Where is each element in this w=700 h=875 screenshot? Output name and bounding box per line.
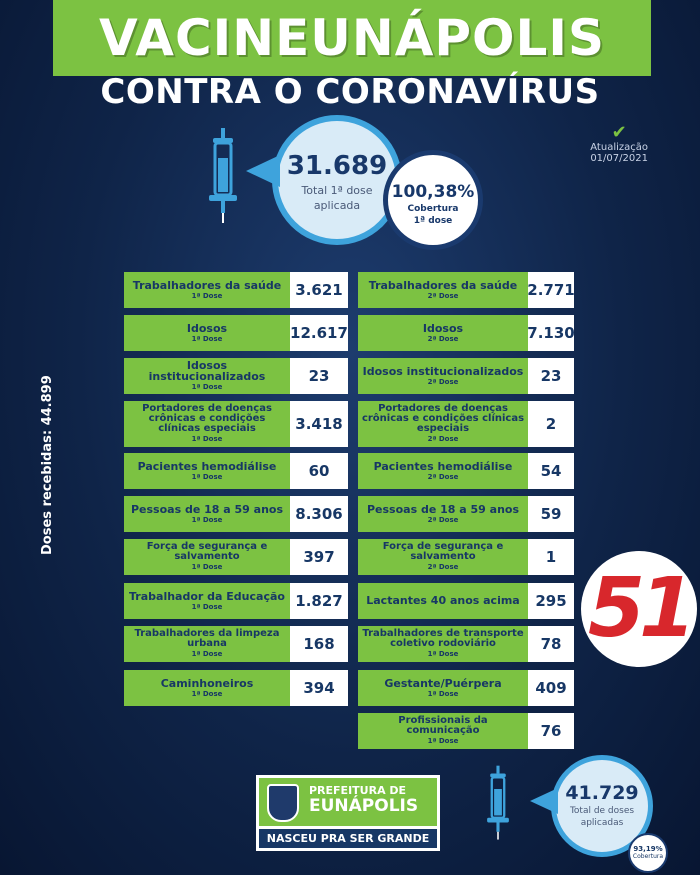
row-value: 295 [528,583,574,619]
first-dose-coverage-value: 100,38% [391,182,475,202]
row-label: Idosos institucionalizados [362,364,524,378]
city-crest-icon [267,784,299,822]
table-row [124,453,348,489]
channel-51-text: 51 [587,561,691,656]
city-logo-line2: EUNÁPOLIS [309,796,419,816]
row-dose: 1ª Dose [191,334,223,343]
row-value: 1 [528,539,574,575]
row-value: 2.771 [528,272,574,308]
table-row [358,496,574,532]
row-dose: 2ª Dose [427,435,459,443]
row-value: 76 [528,713,574,749]
row-label: Caminhoneiros [160,676,254,690]
table-row [358,401,574,447]
first-dose-total-label: Total 1ª dose [301,184,373,197]
check-icon: ✔ [611,122,627,143]
table-row [358,453,574,489]
row-label: Pacientes hemodiálise [373,459,513,473]
row-dose: 1ª Dose [427,689,459,698]
row-dose: 2ª Dose [427,334,459,343]
row-value: 7.130 [528,315,574,351]
total-doses-value: 41.729 [565,782,639,804]
row-value: 397 [290,539,348,575]
update-label: Atualização [590,142,648,153]
row-value: 394 [290,670,348,706]
table-row [124,401,348,447]
row-label: Profissionais da comunicação [398,715,488,736]
row-label: Trabalhadores da limpeza urbana [134,628,280,649]
table-row [124,496,348,532]
row-dose: 1ª Dose [191,689,223,698]
title-banner [53,0,651,76]
syringe-icon [205,128,241,224]
table-row [358,713,574,749]
table-row [124,358,348,394]
table-row [358,272,574,308]
row-value: 23 [290,358,348,394]
row-label: Trabalhadores da saúde [368,278,518,292]
row-dose: 2ª Dose [427,291,459,300]
row-value: 168 [290,626,348,662]
update-date: 01/07/2021 [590,153,648,164]
row-label: Trabalhador da Educação [129,589,285,603]
update-info [590,124,648,164]
page-title: VACINEUNÁPOLIS [98,9,606,67]
total-doses-label-2: aplicadas [580,818,624,828]
row-label: Portadores de doenças crônicas e condições clínicas especiais [361,403,525,434]
city-logo [256,775,440,829]
row-value: 23 [528,358,574,394]
row-value: 60 [290,453,348,489]
table-row [358,670,574,706]
row-dose: 1ª Dose [191,602,223,611]
first-dose-total-label-2: aplicada [313,199,361,212]
row-label: Pessoas de 18 a 59 anos [366,502,520,516]
total-coverage-value: 93,19% [633,845,663,853]
row-label: Pacientes hemodiálise [137,459,277,473]
row-value: 12.617 [290,315,348,351]
row-label: Gestante/Puérpera [384,676,502,690]
first-dose-coverage-bubble [383,150,483,250]
row-value: 1.827 [290,583,348,619]
row-label: Força de segurança e salvamento [146,541,268,562]
row-label: Força de segurança e salvamento [382,541,504,562]
table-row [124,583,348,619]
table-row [358,539,574,575]
row-dose: 2ª Dose [427,515,459,524]
row-label: Pessoas de 18 a 59 anos [130,502,284,516]
table-row [358,626,574,662]
channel-51-logo [581,551,697,667]
row-label: Trabalhadores de transporte coletivo rodoviário [362,628,524,649]
row-dose: 2ª Dose [427,377,459,386]
table-row [358,583,574,619]
row-dose: 1ª Dose [191,650,223,658]
row-value: 78 [528,626,574,662]
row-dose: 1ª Dose [191,515,223,524]
city-slogan: NASCEU PRA SER GRANDE [256,829,440,851]
row-value: 3.418 [290,401,348,447]
row-dose: 2ª Dose [427,472,459,481]
first-dose-total-value: 31.689 [286,151,388,181]
total-coverage-label: Cobertura [632,853,664,860]
row-dose: 1ª Dose [191,563,223,571]
first-dose-coverage-label: Cobertura [407,204,459,214]
table-row [124,315,348,351]
row-label: Lactantes 40 anos acima [366,594,520,607]
row-dose: 1ª Dose [191,291,223,300]
total-doses-label: Total de doses [569,806,635,816]
table-row [124,626,348,662]
row-label: Portadores de doenças crônicas e condições clínicas especiais [142,403,272,434]
table-row [358,315,574,351]
table-row [124,670,348,706]
table-row [124,272,348,308]
row-label: Idosos institucionalizados [148,359,266,383]
first-dose-total-bubble [272,115,402,245]
row-dose: 1ª Dose [191,435,223,443]
row-value: 59 [528,496,574,532]
row-dose: 2ª Dose [427,563,459,571]
row-value: 3.621 [290,272,348,308]
page-subtitle: CONTRA O CORONAVÍRUS [100,72,600,112]
total-coverage-bubble [628,833,668,873]
row-value: 409 [528,670,574,706]
row-label: Idosos [422,321,464,335]
row-dose: 1ª Dose [191,472,223,481]
row-label: Trabalhadores da saúde [132,278,282,292]
row-dose: 1ª Dose [427,737,459,745]
row-dose: 1ª Dose [427,650,459,658]
syringe-icon [484,765,512,841]
row-value: 8.306 [290,496,348,532]
doses-received-label: Doses recebidas: 44.899 [40,375,55,555]
row-label: Idosos [186,321,228,335]
table-row [124,539,348,575]
row-value: 2 [528,401,574,447]
row-value: 54 [528,453,574,489]
first-dose-coverage-label-2: 1ª dose [413,216,453,226]
table-row [358,358,574,394]
row-dose: 1ª Dose [191,383,223,391]
city-logo-line1: PREFEITURA DE [309,784,407,797]
